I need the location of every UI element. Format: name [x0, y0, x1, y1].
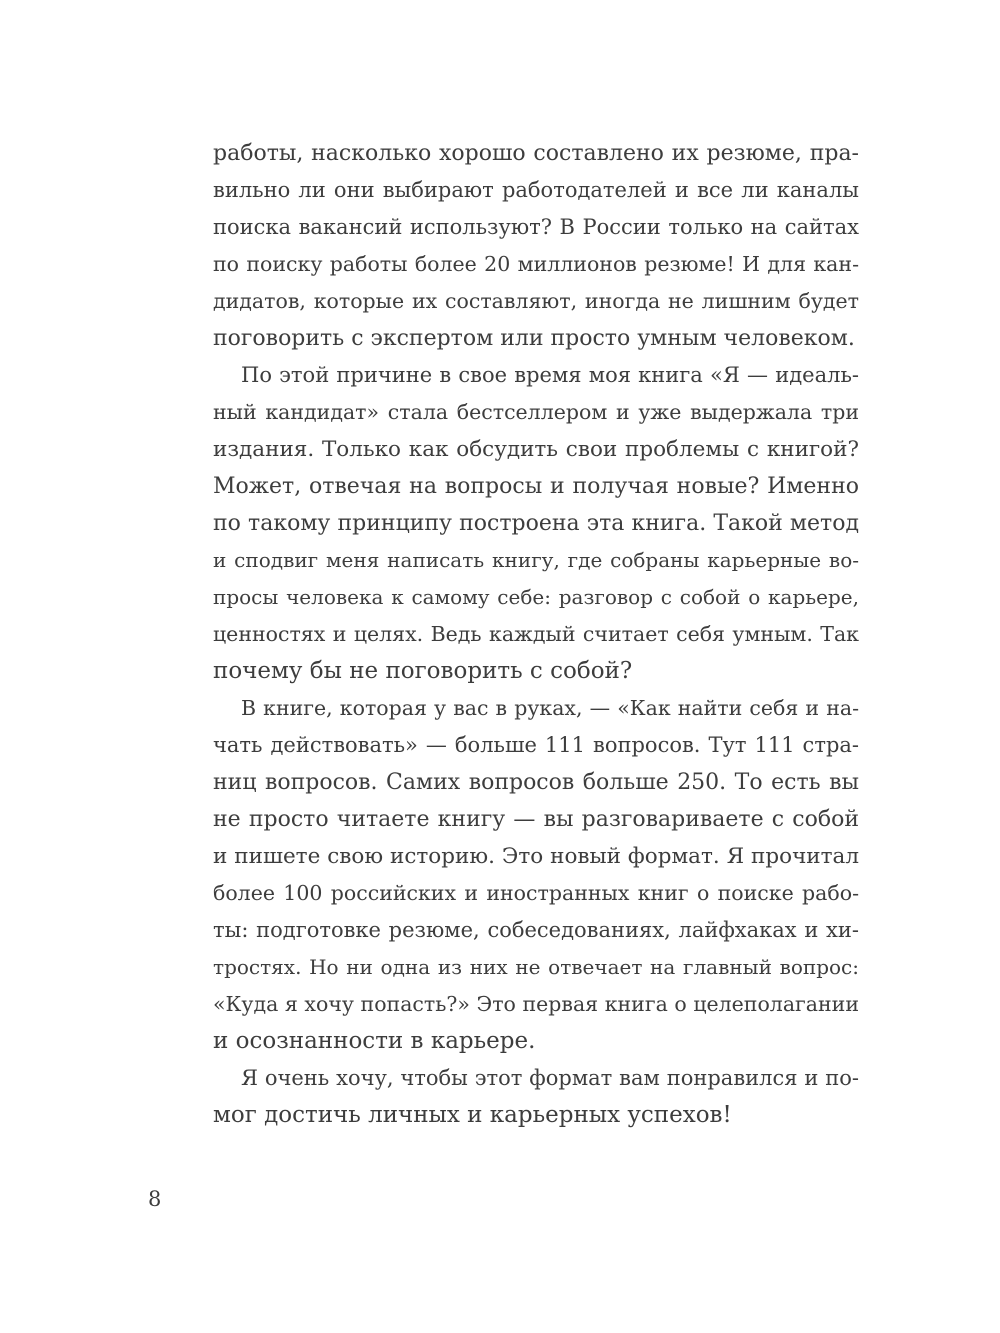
paragraph-2-line-8: ценностях и целях. Ведь каждый считает себя умным. Так: [213, 622, 859, 646]
paragraph-3-line-7: ты: подготовке резюме, собеседованиях, лайфхаках и хи-: [213, 918, 859, 942]
paragraph-3-line-2: чать действовать» — больше 111 вопросов. Тут 111 стра-: [213, 733, 859, 757]
paragraph-2-line-9: почему бы не поговорить с собой?: [213, 658, 633, 684]
paragraph-3-line-4: не просто читаете книгу — вы разговариваете с собой: [213, 807, 859, 832]
paragraph-3-line-6: более 100 российских и иностранных книг о поиске рабо-: [213, 881, 859, 905]
paragraph-1-line-6: поговорить с экспертом или просто умным человеком.: [213, 326, 855, 351]
paragraph-3-line-9: «Куда я хочу попасть?» Это первая книга о целеполагании: [213, 992, 859, 1016]
paragraph-1-line-3: поиска вакансий используют? В России только на сайтах: [213, 215, 859, 239]
paragraph-4-line-1: Я очень хочу, чтобы этот формат вам понравился и по-: [241, 1066, 859, 1090]
paragraph-2-line-6: и сподвиг меня написать книгу, где собраны карьерные во-: [213, 548, 859, 572]
paragraph-4-line-2: мог достичь личных и карьерных успехов!: [213, 1102, 732, 1128]
paragraph-1-line-1: работы, насколько хорошо составлено их резюме, пра-: [213, 141, 859, 166]
paragraph-3-line-10: и осознанности в карьере.: [213, 1028, 536, 1054]
paragraph-2-line-3: издания. Только как обсудить свои проблемы с книгой?: [213, 437, 859, 462]
paragraph-3-line-5: и пишете свою историю. Это новый формат. Я прочитал: [213, 844, 859, 869]
paragraph-1-line-4: по поиску работы более 20 миллионов резюме! И для кан-: [213, 252, 859, 276]
paragraph-2-line-4: Может, отвечая на вопросы и получая новые? Именно: [213, 474, 859, 499]
body-text: [213, 135, 859, 1134]
paragraph-2-line-2: ный кандидат» стала бестселлером и уже выдержала три: [213, 400, 859, 424]
paragraph-3-line-1: В книге, которая у вас в руках, — «Как найти себя и на-: [241, 696, 859, 720]
paragraph-2-line-7: просы человека к самому себе: разговор с собой о карьере,: [213, 585, 859, 609]
paragraph-2-line-1: По этой причине в свое время моя книга «Я — идеаль-: [241, 363, 859, 387]
page-number: 8: [148, 1187, 162, 1211]
paragraph-2-line-5: по такому принципу построена эта книга. Такой метод: [213, 511, 859, 536]
paragraph-3-line-8: тростях. Но ни одна из них не отвечает на главный вопрос:: [213, 955, 859, 979]
paragraph-1-line-2: вильно ли они выбирают работодателей и все ли каналы: [213, 178, 859, 202]
paragraph-1-line-5: дидатов, которые их составляют, иногда не лишним будет: [213, 289, 859, 313]
paragraph-3-line-3: ниц вопросов. Самих вопросов больше 250. То есть вы: [213, 770, 859, 795]
